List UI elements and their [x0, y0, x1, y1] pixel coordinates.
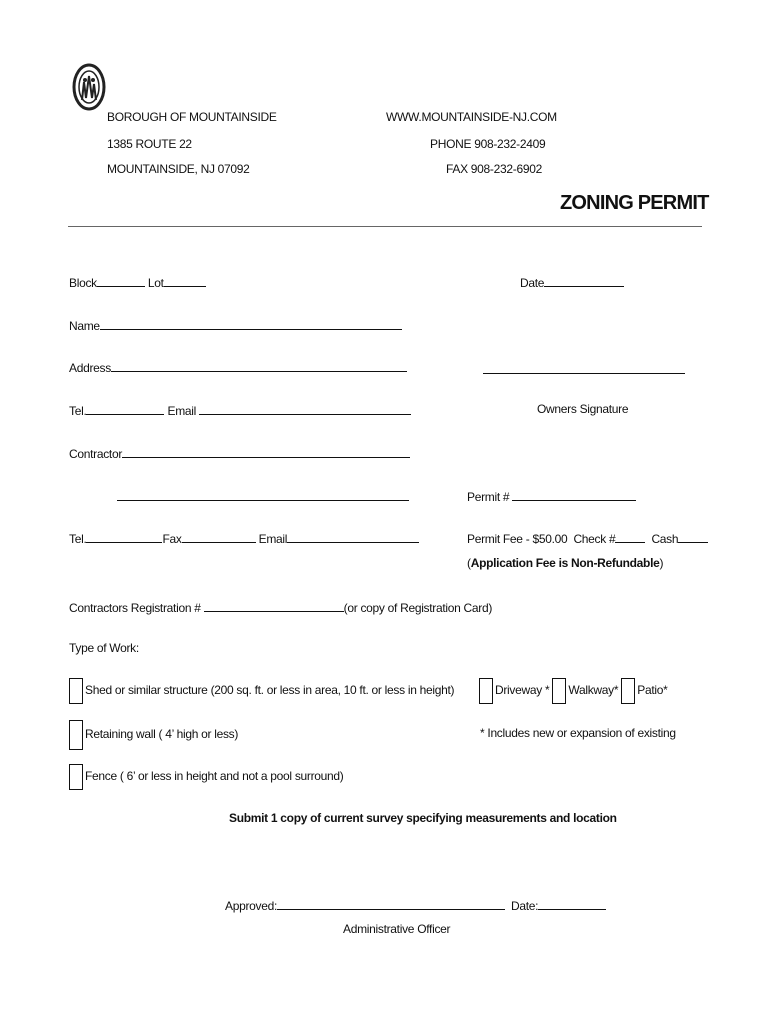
email-label: Email — [167, 404, 197, 418]
patio-label: Patio* — [637, 683, 668, 698]
fee-note-close: ) — [659, 556, 664, 570]
block-field[interactable] — [97, 274, 145, 287]
permit-fee-label: Permit Fee - $50.00 — [467, 532, 568, 546]
name-label: Name — [69, 319, 100, 333]
fence-checkbox[interactable] — [69, 764, 83, 790]
retaining-wall-label: Retaining wall ( 4’ high or less) — [85, 727, 239, 742]
date-field[interactable] — [544, 274, 624, 287]
org-city: MOUNTAINSIDE, NJ 07092 — [107, 162, 250, 176]
check-field[interactable] — [615, 530, 645, 543]
approved-label: Approved: — [225, 899, 278, 913]
administrative-officer-label: Administrative Officer — [343, 922, 451, 936]
email-field[interactable] — [199, 402, 411, 415]
date-row — [520, 274, 624, 290]
permit-fee-row — [467, 530, 708, 546]
contractor-tel-label: Tel. — [69, 532, 87, 546]
owners-signature-label: Owners Signature — [537, 402, 629, 416]
shed-checkbox[interactable] — [69, 678, 83, 704]
driveway-label: Driveway * — [495, 683, 550, 698]
shed-option — [69, 678, 454, 704]
registration-note: (or copy of Registration Card) — [343, 601, 493, 615]
fence-label: Fence ( 6’ or less in height and not a pool surround) — [85, 769, 344, 784]
registration-row — [69, 599, 492, 615]
fee-note-text: Application Fee is Non-Refundable — [470, 556, 660, 570]
borough-seal-logo — [72, 62, 106, 112]
header-divider — [68, 226, 702, 227]
org-street: 1385 ROUTE 22 — [107, 137, 192, 151]
name-row — [69, 317, 402, 333]
lot-field[interactable] — [164, 274, 206, 287]
retaining-wall-option — [69, 720, 238, 750]
address-field[interactable] — [111, 359, 407, 372]
org-name: BOROUGH OF MOUNTAINSIDE — [107, 110, 277, 124]
address-row — [69, 359, 407, 375]
fee-note-open: ( — [467, 556, 471, 570]
permit-number-row — [467, 488, 636, 504]
walkway-label: Walkway* — [568, 683, 619, 698]
date-label: Date — [520, 276, 545, 290]
approval-date-field[interactable] — [538, 897, 606, 910]
registration-label: Contractors Registration # — [69, 601, 201, 615]
lot-label: Lot — [147, 276, 164, 290]
permit-number-label: Permit # — [467, 490, 510, 504]
block-lot-row — [69, 274, 206, 290]
retaining-wall-checkbox[interactable] — [69, 720, 83, 750]
approved-row — [225, 897, 505, 913]
contractor-email-label: Email — [258, 532, 288, 546]
patio-checkbox[interactable] — [621, 678, 635, 704]
driveway-checkbox[interactable] — [479, 678, 493, 704]
fee-note — [467, 556, 663, 570]
phone: PHONE 908-232-2409 — [430, 137, 546, 151]
registration-field[interactable] — [204, 599, 344, 612]
approval-date-label: Date: — [511, 899, 539, 913]
contractor-contact-row — [69, 530, 419, 546]
walkway-checkbox[interactable] — [552, 678, 566, 704]
website: WWW.MOUNTAINSIDE-NJ.COM — [386, 110, 557, 124]
address-label: Address — [69, 361, 111, 375]
page-title: ZONING PERMIT — [560, 192, 709, 214]
survey-note: Submit 1 copy of current survey specifying measurements and location — [229, 811, 617, 825]
cash-field[interactable] — [678, 530, 708, 543]
approval-date-row — [511, 897, 606, 913]
tel-email-row — [69, 402, 411, 418]
tel-label: Tel. — [69, 404, 87, 418]
contractor-address-line[interactable] — [117, 500, 409, 501]
contractor-fax-field[interactable] — [182, 530, 256, 543]
contractor-email-field[interactable] — [287, 530, 419, 543]
contractor-row — [69, 445, 410, 461]
contractor-tel-field[interactable] — [86, 530, 162, 543]
contractor-field[interactable] — [122, 445, 410, 458]
tel-field[interactable] — [86, 402, 164, 415]
permit-number-field[interactable] — [512, 488, 636, 501]
name-field[interactable] — [100, 317, 402, 330]
block-label: Block — [69, 276, 97, 290]
includes-note: * Includes new or expansion of existing — [480, 726, 676, 740]
fax-number: FAX 908-232-6902 — [446, 162, 542, 176]
approved-field[interactable] — [277, 897, 505, 910]
contractor-fax-label: Fax — [162, 532, 182, 546]
shed-label: Shed or similar structure (200 sq. ft. or less in area, 10 ft. or less in height) — [85, 683, 455, 698]
paving-options — [479, 678, 668, 704]
contractor-label: Contractor — [69, 447, 123, 461]
cash-label: Cash — [651, 532, 679, 546]
check-label: Check # — [573, 532, 616, 546]
type-of-work-heading: Type of Work: — [69, 641, 139, 655]
owners-signature-line[interactable] — [483, 373, 685, 374]
fence-option — [69, 764, 343, 790]
